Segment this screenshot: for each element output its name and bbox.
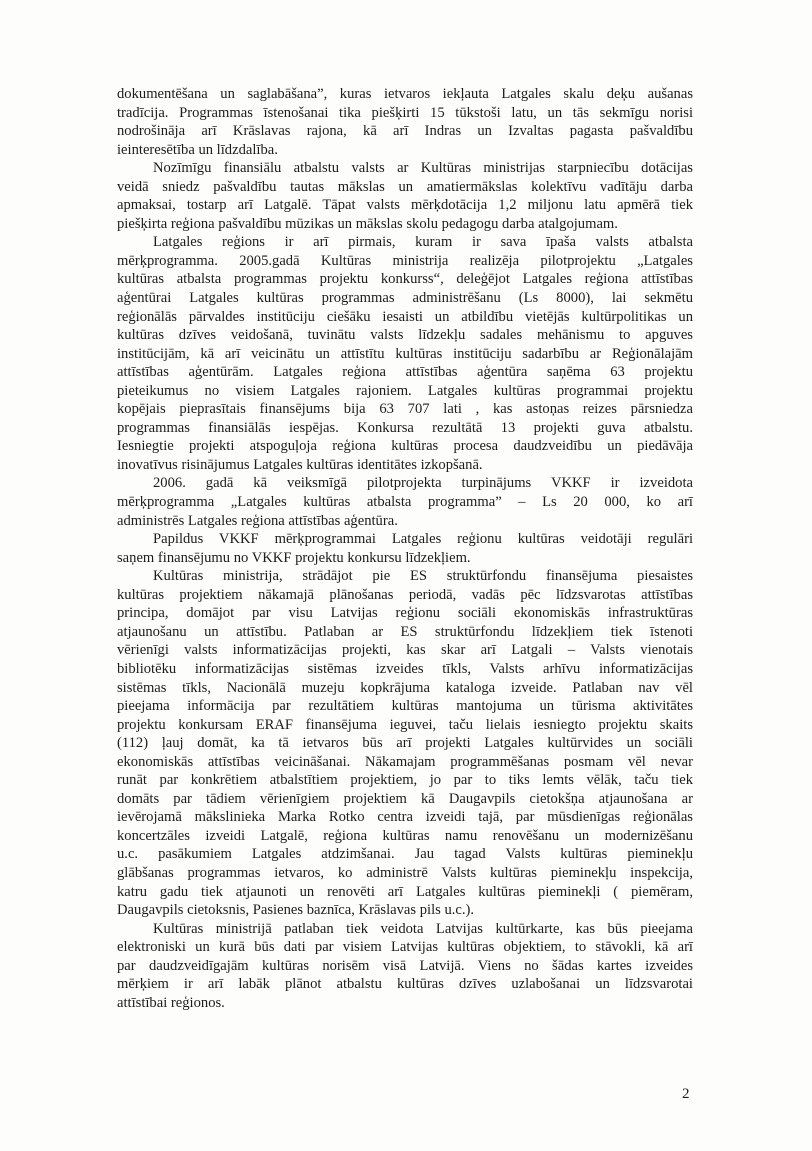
paragraph [117,159,693,233]
document-body [117,85,693,1012]
text-line: ekonomiskās attīstības veicināšanai. Nākamajam programmēšanas posmam vēl nevar [117,753,693,770]
text-line: reģionālās pārvaldes institūciju ciešāku iesaisti un atbildību vietējās kultūrpolitikas un [117,308,693,325]
paragraph [117,233,693,474]
text-line: u.c. pasākumiem Latgales atdzimšanai. Jau tagad Valsts kultūras pieminekļu [117,846,693,863]
text-line: Kultūras ministrijā patlaban tiek veidota Latvijas kultūrkarte, kas būs pieejama [153,920,693,937]
text-line: (112) ļauj domāt, ka tā ietvaros būs arī projekti Latgales kultūrvides un sociāli [117,735,693,752]
text-line: kultūras atbalsta programmas projektu konkurss“, deleģējot Latgales reģiona attīstības [117,271,693,288]
text-line: runāt par konkrētiem atbalstītiem projektiem, jo par to tiks lemts vēlāk, taču tiek [117,772,693,789]
text-line: ievērojamā mākslinieka Marka Rotko centra izveidi tajā, par mūsdienīgas reģionālas [117,809,693,826]
text-line: Latgales reģions ir arī pirmais, kuram ir sava īpaša valsts atbalsta [153,234,693,251]
text-line: elektroniski un kurā būs dati par visiem Latvijas kultūras objektiem, to stāvokli, kā arī [117,939,693,956]
text-line: mērķprogramma. 2005.gadā Kultūras ministrija realizēja pilotprojektu „Latgales [117,252,693,269]
text-line: sistēmas tīkls, Nacionālā muzeju kopkrājuma kataloga izveide. Patlaban nav vēl [117,679,693,696]
text-line: veidā sniedz pašvaldību tautas mākslas un amatiermākslas kolektīvu vadītāju darba [117,178,693,195]
text-line: dokumentēšana un saglabāšana”, kuras ietvaros iekļauta Latgales skalu deķu aušanas [117,86,693,102]
paragraph [117,530,693,567]
text-line: vērienīgi valsts informatizācijas projekti, kas skar arī Latgali – Valsts vienotais [117,642,693,659]
text-line: inovatīvus risinājumus Latgales kultūras identitātes izkopšanā. [117,456,483,473]
text-line: institūcijām, kā arī veicinātu un attīstītu kultūras institūciju sadarbību ar Reģionālajām [117,345,693,362]
text-line: attīstības aģentūrām. Latgales reģiona attīstības aģentūra saņēma 63 projektu [117,364,693,381]
text-line: koncertzāles izveidi Latgalē, reģiona kultūras namu renovēšanu un modernizēšanu [117,827,693,844]
text-line: pieejama informācija par rezultātiem kultūras mantojuma un tūrisma aktivitātes [117,698,693,715]
text-line: par daudzveidīgajām kultūras norisēm visā Latvijā. Viens no šādas kartes izveides [117,957,693,974]
text-line: projektu konkursam ERAF finansējuma ieguvei, taču lielais iesniegto projektu skaits [117,716,693,733]
text-line: ieinteresētība un līdzdalība. [117,141,278,158]
text-line: nodrošināja arī Krāslavas rajona, kā arī Indras un Izvaltas pagasta pašvaldību [117,123,693,140]
text-line: Iesniegtie projekti atspoguļoja reģiona kultūras procesa daudzveidību un piedāvāja [117,438,693,455]
text-line: piešķirta reģiona pašvaldību mūzikas un mākslas skolu pedagogu darba atalgojumam. [117,215,618,232]
text-line: pieteikumus no visiem Latgales rajoniem. Latgales kultūras programmai projektu [117,382,693,399]
text-line: mērķiem ir arī labāk plānot atbalstu kultūras dzīves uzlabošanai un līdzsvarotai [117,976,693,993]
text-line: bibliotēku informatizācijas sistēmas izveides tīkls, Valsts arhīvu informatizācijas [117,660,693,677]
text-line: kultūras projektiem nākamajā plānošanas periodā, vadās pēc līdzsvarotas attīstības [117,586,693,603]
text-line: kopējais pieprasītais finansējums bija 63 707 lati , kas astoņas reizes pārsniedza [117,401,693,418]
text-line: saņem finansējumu no VKKF projektu konkursu līdzekļiem. [117,549,471,566]
text-line: apmaksai, tostarp arī Latgalē. Tāpat valsts mērķdotācija 1,2 miljonu latu apmērā tiek [117,197,693,214]
paragraph [117,920,693,1013]
paragraph [117,474,693,530]
text-line: programmas finansiālās iespējas. Konkursa rezultātā 13 projekti guva atbalstu. [117,419,693,436]
text-line: katru gadu tiek atjaunoti un renovēti arī Latgales kultūras pieminekļi ( piemēram, [117,883,693,900]
text-line: glābšanas programmas ietvaros, ko administrē Valsts kultūras pieminekļu inspekcija, [117,864,693,881]
text-line: mērķprogramma „Latgales kultūras atbalsta programma” – Ls 20 000, ko arī [117,494,693,511]
paragraph [117,567,693,919]
text-line: Nozīmīgu finansiālu atbalstu valsts ar Kultūras ministrijas starpniecību dotācijas [153,160,693,177]
text-line: atjaunošanu un attīstību. Patlaban ar ES struktūrfondu līdzekļiem tiek īstenoti [117,623,693,640]
text-line: Kultūras ministrija, strādājot pie ES struktūrfondu finansējuma piesaistes [153,568,693,585]
text-line: principa, domājot par visu Latvijas reģionu sociāli ekonomiskās infrastruktūras [117,605,693,622]
text-line: administrēs Latgales reģiona attīstības aģentūra. [117,512,398,529]
text-line: aģentūrai Latgales kultūras programmas administrēšanu (Ls 8000), lai sekmētu [117,290,693,307]
page-number: 2 [682,1086,690,1102]
text-line: tradīcija. Programmas īstenošanai tika piešķirti 15 tūkstoši latu, un tās sekmīgu norisi [117,104,693,121]
text-line: Papildus VKKF mērķprogrammai Latgales reģionu kultūras veidotāji regulāri [153,531,693,548]
text-line: Daugavpils cietoksnis, Pasienes baznīca, Krāslavas pils u.c.). [117,902,475,919]
text-line: kultūras dzīves veidošanā, tuvinātu valsts līdzekļu sadales mehānismu to apguves [117,327,693,344]
text-line: attīstībai reģionos. [117,994,225,1011]
paragraph [117,85,693,159]
text-line: 2006. gadā kā veiksmīgā pilotprojekta turpinājums VKKF ir izveidota [153,475,693,492]
text-line: domāts par tādiem vērienīgiem projektiem kā Daugavpils cietokšņa atjaunošana ar [117,790,693,807]
